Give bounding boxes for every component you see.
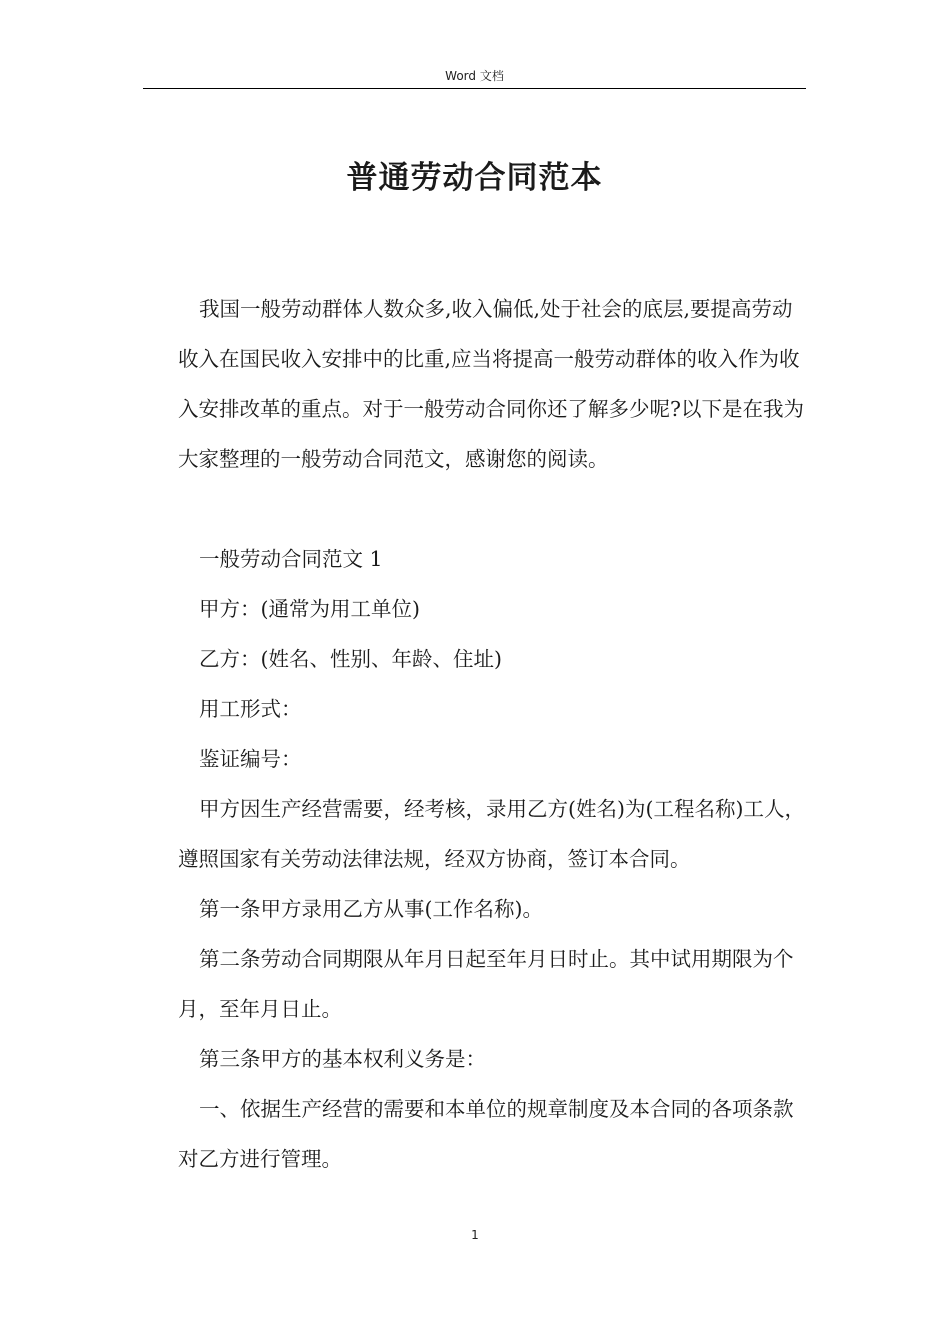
article-3-item-1-paragraph: 一、依据生产经营的需要和本单位的规章制度及本合同的各项条款对乙方进行管理。 — [178, 1097, 794, 1171]
intro-paragraph: 我国一般劳动群体人数众多,收入偏低,处于社会的底层,要提高劳动收入在国民收入安排中的比重,应当将提高一般劳动群体的收入作为收入安排改革的重点。对于一般劳动合同你还了解多少呢?以下是在我为大家整理的一般劳动合同范文，感谢您的阅读。 — [178, 297, 804, 471]
page-number: 1 — [471, 1228, 479, 1242]
party-a-line: 甲方：(通常为用工单位) — [199, 597, 420, 621]
document-title: 普通劳动合同范本 — [346, 160, 603, 196]
contract-body — [178, 534, 808, 1184]
contract-sample-heading: 一般劳动合同范文 1 — [199, 547, 383, 571]
intro-section — [178, 284, 808, 484]
preamble-paragraph: 甲方因生产经营需要，经考核，录用乙方(姓名)为(工程名称)工人，遵照国家有关劳动法律法规，经双方协商，签订本合同。 — [178, 797, 805, 871]
article-1-paragraph: 第一条甲方录用乙方从事(工作名称)。 — [199, 897, 543, 921]
certification-number-line: 鉴证编号： — [199, 747, 302, 771]
article-3-paragraph: 第三条甲方的基本权利义务是： — [199, 1047, 486, 1071]
page-header — [143, 66, 806, 89]
article-2-paragraph: 第二条劳动合同期限从年月日起至年月日时止。其中试用期限为个月，至年月日止。 — [178, 947, 794, 1021]
party-b-line: 乙方：(姓名、性别、年龄、住址) — [199, 647, 502, 671]
employment-form-line: 用工形式： — [199, 697, 302, 721]
header-label: Word 文档 — [445, 69, 504, 83]
